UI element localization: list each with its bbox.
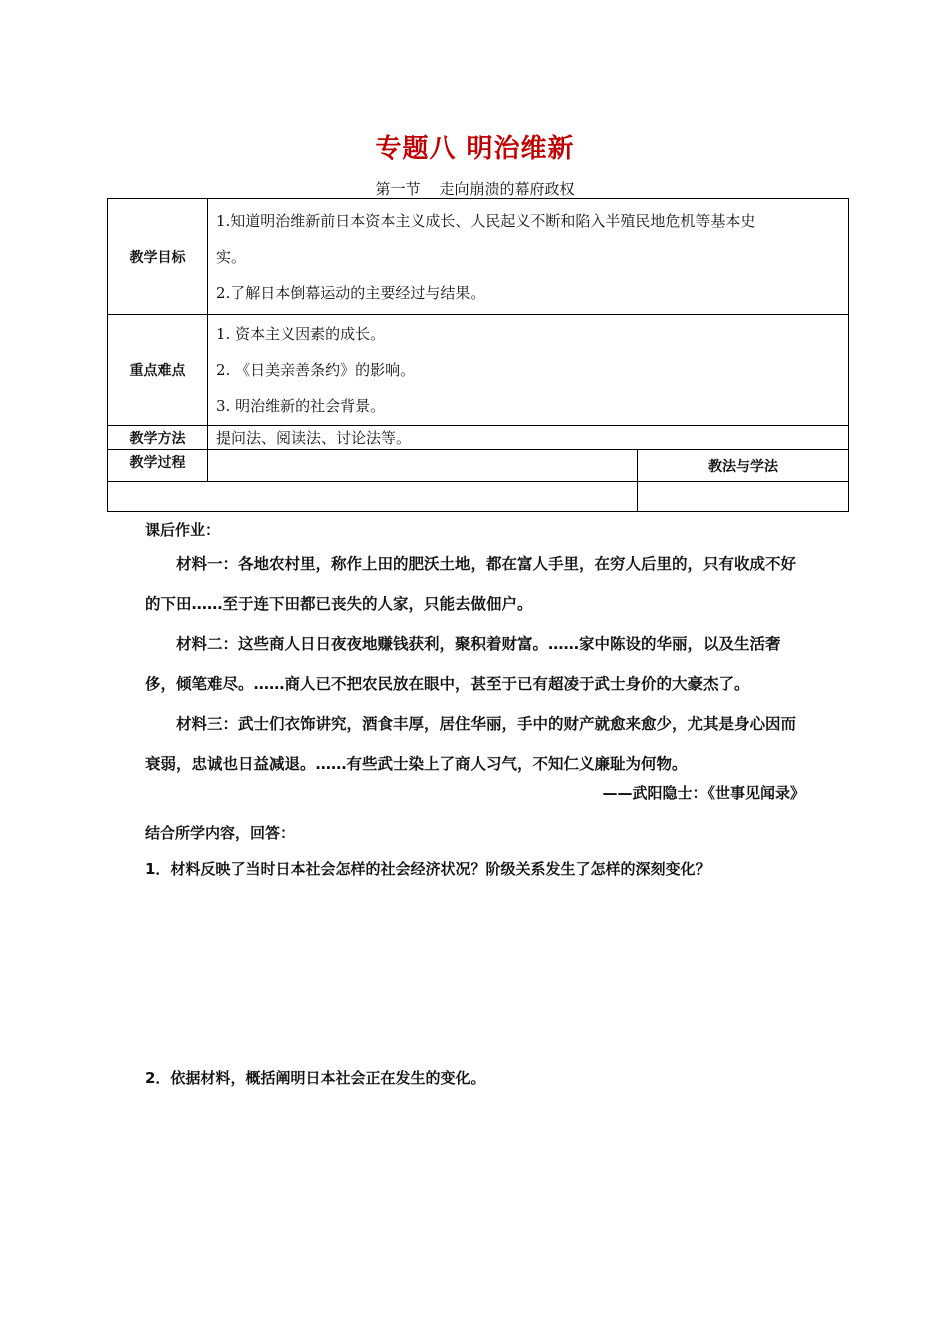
objective-line: 2.了解日本倒幕运动的主要经过与结果。: [216, 283, 486, 302]
process-label: 教学过程: [108, 450, 208, 482]
method-row: [108, 426, 849, 450]
material-source: ——武阳隐士：《世事见闻录》: [602, 784, 805, 802]
question-1: 1．材料反映了当时日本社会怎样的社会经济状况？阶级关系发生了怎样的深刻变化？: [145, 860, 711, 878]
materials-block: [145, 544, 805, 784]
process-content-cell: [208, 450, 638, 482]
page-title: 专题八 明治维新: [375, 134, 575, 164]
objective-line: 实。: [216, 247, 247, 266]
keypoint-line: 3. 明治维新的社会背景。: [216, 397, 386, 415]
teaching-learning-label: 教法与学法: [638, 450, 849, 482]
keypoints-label: 重点难点: [108, 315, 208, 426]
objectives-label: 教学目标: [108, 199, 208, 315]
method-value: 提问法、阅读法、讨论法等。: [208, 426, 849, 450]
material-paragraph: 材料一：各地农村里，称作上田的肥沃土地，都在富人手里，在穷人后里的，只有收成不好的下田……至于连下田都已丧失的人家，只能去做佃户。: [145, 555, 797, 613]
blank-cell-left: [108, 482, 638, 512]
method-label: 教学方法: [108, 426, 208, 450]
question-2: 2．依据材料，概括阐明日本社会正在发生的变化。: [145, 1069, 486, 1087]
objectives-cell: [208, 199, 849, 315]
keypoint-line: 2. 《日美亲善条约》的影响。: [216, 361, 416, 379]
question-prompt: 结合所学内容，回答：: [145, 824, 296, 842]
material-paragraph: 材料三：武士们衣饰讲究，酒食丰厚，居住华丽，手中的财产就愈来愈少，尤其是身心因而衰弱，忠诚也日益减退。……有些武士染上了商人习气，不知仁义廉耻为何物。: [145, 715, 797, 773]
keypoints-cell: [208, 315, 849, 426]
objectives-row: [108, 199, 849, 315]
process-row: [108, 450, 849, 482]
objective-line: 1.知道明治维新前日本资本主义成长、人民起义不断和陷入半殖民地危机等基本史: [216, 211, 756, 230]
material-paragraph: 材料二：这些商人日日夜夜地赚钱获利，聚积着财富。……家中陈设的华丽，以及生活奢侈，倾笔难尽。……商人已不把农民放在眼中，甚至于已有超凌于武士身价的大豪杰了。: [145, 635, 781, 693]
blank-cell-right: [638, 482, 849, 512]
lesson-plan-table: [107, 198, 849, 512]
keypoint-line: 1. 资本主义因素的成长。: [216, 325, 386, 343]
blank-row: [108, 482, 849, 512]
keypoints-row: [108, 315, 849, 426]
section-subtitle: 第一节 走向崩溃的幕府政权: [375, 180, 575, 198]
homework-label: 课后作业：: [145, 521, 221, 539]
